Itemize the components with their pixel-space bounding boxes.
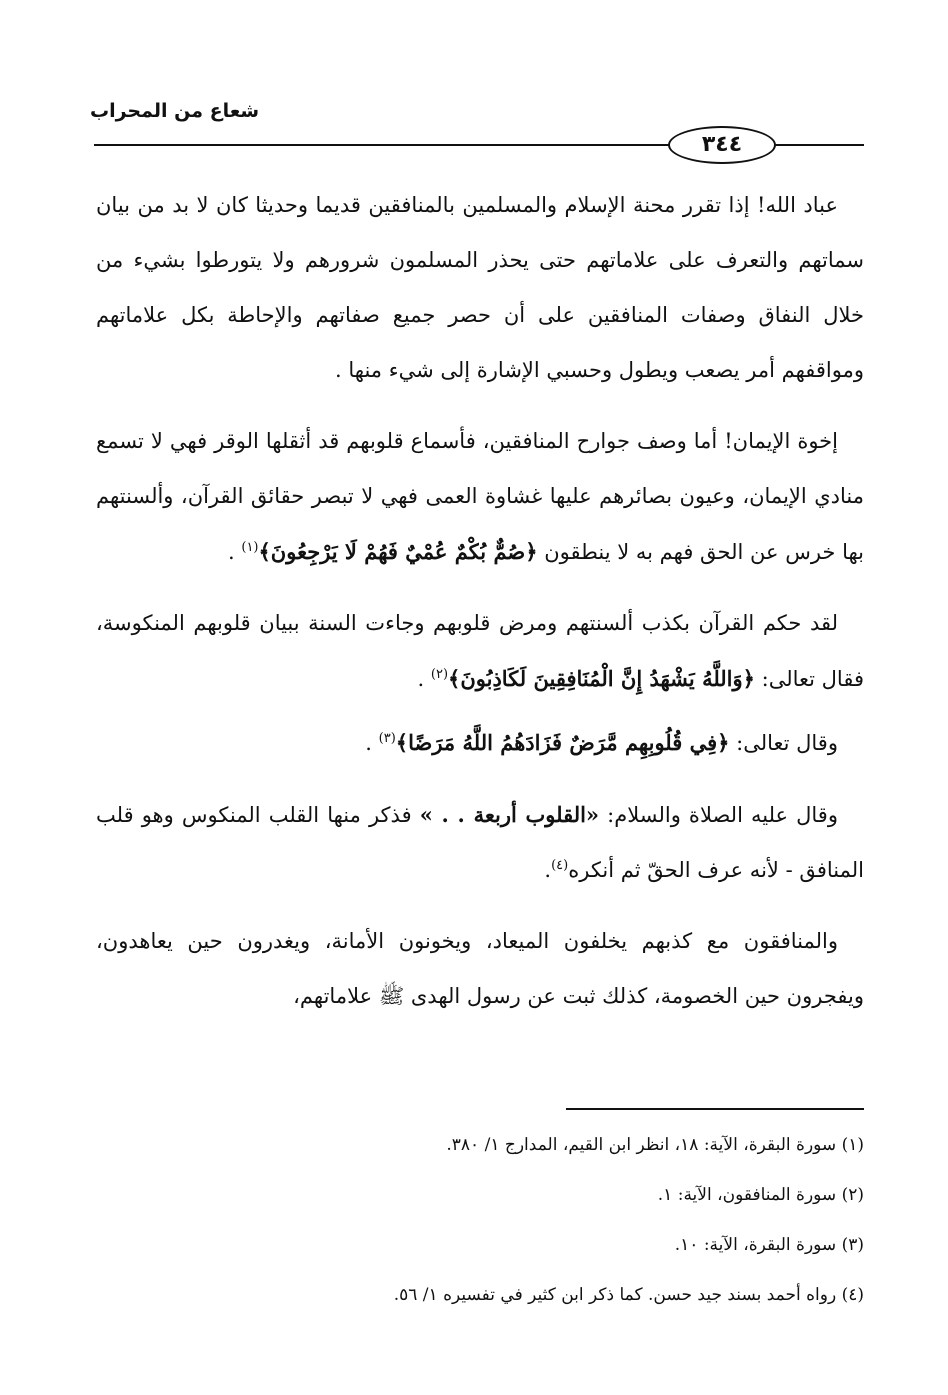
hadith-quote: «القلوب أربعة . . » bbox=[419, 802, 600, 827]
footnotes bbox=[96, 1120, 864, 1320]
footnote-separator bbox=[566, 1108, 864, 1110]
quran-verse-2: ﴿وَاللَّهُ يَشْهَدُ إِنَّ الْمُنَافِقِينَ لَكَاذِبُونَ﴾ bbox=[448, 666, 755, 691]
footnote-4: (٤) رواه أحمد بسند جيد حسن. كما ذكر ابن كثير في تفسيره ١/ ٥٦. bbox=[393, 1285, 864, 1305]
paragraph-3-end: . bbox=[417, 667, 431, 691]
footnote-ref-1: (١) bbox=[241, 540, 259, 555]
paragraph-2-end: . bbox=[228, 540, 242, 564]
quran-verse-1: ﴿صُمٌّ بُكْمٌ عُمْيٌ فَهُمْ لَا يَرْجِعُونَ﴾ bbox=[258, 539, 538, 564]
paragraph-3-text: لقد حكم القرآن بكذب ألسنتهم ومرض قلوبهم وجاءت السنة ببيان قلوبهم المنكوسة، فقال تعالى: bbox=[96, 611, 864, 691]
paragraph-5-text-2: فذكر منها القلب المنكوس وهو قلب المنافق - لأنه عرف الحقّ ثم أنكره bbox=[96, 803, 864, 882]
quran-verse-3: ﴿فِي قُلُوبِهِم مَّرَضٌ فَزَادَهُمُ اللَّهُ مَرَضًا﴾ bbox=[395, 730, 730, 755]
paragraph-3 bbox=[96, 596, 864, 707]
paragraph-1: عباد الله! إذا تقرر محنة الإسلام والمسلمين بالمنافقين قديما وحديثا كان لا بد من بيان سماتهم والتعرف على علاماتهم حتى يحذر المسلمون شرورهم ولا يتورطوا بشيء من خلال النفاق وصفات المنافقين على أن حصر جميع صفاتهم والإحاطة بكل علاماتهم ومواقفهم أمر يصعب ويطول وحسبي الإشارة إلى شيء منها . bbox=[96, 193, 864, 382]
running-header-title: شعاع من المحراب bbox=[90, 100, 260, 122]
paragraph-4-end: . bbox=[365, 731, 379, 755]
paragraph-6: والمنافقون مع كذبهم يخلفون الميعاد، ويخونون الأمانة، ويغدرون حين يعاهدون، ويفجرون حين الخصومة، كذلك ثبت عن رسول الهدى ﷺ علاماتهم، bbox=[96, 929, 864, 1008]
paragraph-4-text: وقال تعالى: bbox=[729, 731, 838, 755]
paragraph-5-text-1: وقال عليه الصلاة والسلام: bbox=[599, 803, 838, 827]
footnote-ref-2: (٢) bbox=[430, 667, 449, 682]
paragraph-2 bbox=[96, 414, 864, 580]
body-text bbox=[96, 178, 864, 1040]
footnote-ref-3: (٣) bbox=[378, 731, 396, 746]
footnote-1: (١) سورة البقرة، الآية: ١٨، انظر ابن القيم، المدارج ١/ ٣٨٠. bbox=[446, 1135, 864, 1155]
paragraph-2-text: إخوة الإيمان! أما وصف جوارح المنافقين، فأسماع قلوبهم قد أثقلها الوقر فهي لا تسمع منادي الإيمان، وعيون بصائرهم عليها غشاوة العمى فهي لا تبصر حقائق القرآن، وألسنتهم بها خرس عن الحق فهم به لا ينطقون bbox=[96, 429, 864, 564]
footnote-3: (٣) سورة البقرة، الآية: ١٠. bbox=[674, 1235, 864, 1255]
footnote-2: (٢) سورة المنافقون، الآية: ١. bbox=[657, 1185, 864, 1205]
paragraph-5-end: . bbox=[544, 858, 552, 882]
page-number-badge: ٣٤٤ bbox=[668, 126, 776, 164]
paragraph-5 bbox=[96, 787, 864, 898]
footnote-ref-4: (٤) bbox=[551, 858, 569, 873]
paragraph-4 bbox=[96, 715, 864, 771]
